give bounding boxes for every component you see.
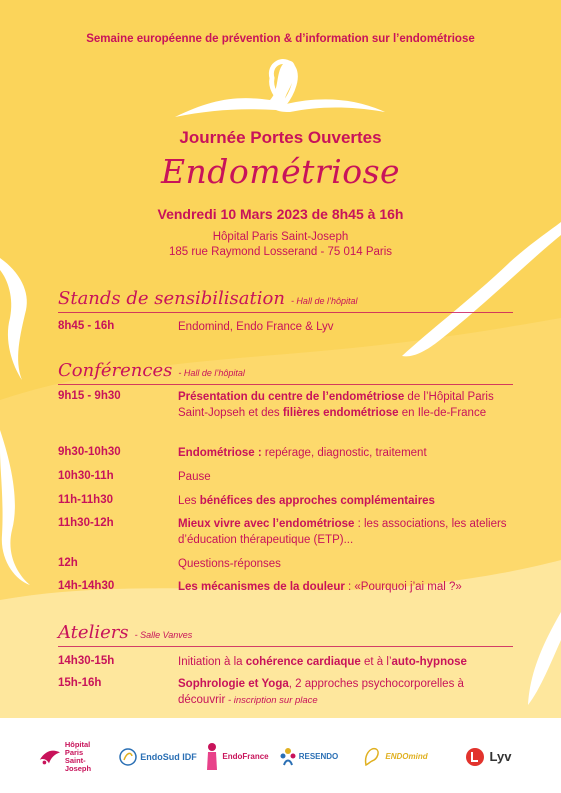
row-time: 11h-11h30 [58, 494, 113, 506]
stands-section-header [58, 288, 518, 309]
logo-resendo [276, 740, 342, 774]
row-text: Pause [178, 471, 211, 483]
row-time: 9h15 - 9h30 [58, 390, 121, 402]
row-text: Initiation à la cohérence cardiaque et à l’auto-hypnose [178, 656, 467, 668]
logo-lyv [458, 740, 518, 774]
logo-label: EndoFrance [222, 752, 269, 761]
address-line-2: 185 rue Raymond Losserand - 75 014 Paris [168, 246, 393, 258]
conferences-section-header [58, 360, 518, 381]
logo-label: ENDOmind [385, 752, 428, 761]
lyv-circle-icon [465, 747, 485, 767]
row-time: 11h30-12h [58, 517, 114, 529]
ateliers-divider [58, 646, 513, 647]
row-time: 8h45 - 16h [58, 320, 115, 332]
stands-title: Stands de sensibilisation [58, 288, 285, 309]
row-text: Endométriose : repérage, diagnostic, traitement [178, 447, 427, 459]
logo-label: Lyv [489, 749, 512, 764]
conferences-divider [58, 384, 513, 385]
row-text: Mieux vivre avec l’endométriose : les associations, les ateliers d’éducation thérapeutique (ETP)... [178, 518, 507, 546]
row-time: 14h-14h30 [58, 580, 115, 592]
row-time: 12h [58, 557, 78, 569]
logo-label: Saint-Joseph [64, 756, 92, 773]
logo-endosud [118, 740, 198, 774]
logo-endofrance [204, 740, 270, 774]
endosud-icon [119, 746, 137, 768]
row-text: Sophrologie et Yoga, 2 approches psychocorporelles à découvrir - inscription sur place [178, 678, 464, 706]
ateliers-title: Ateliers [58, 622, 129, 643]
logo-endomind [360, 740, 430, 774]
row-time: 15h-16h [58, 677, 102, 689]
logo-label: RESENDO [298, 752, 339, 761]
row-text: Présentation du centre de l’endométriose de l’Hôpital Paris Saint-Jopseh et des filières endométriose en Ile-de-France [178, 391, 494, 419]
conferences-location: - Hall de l’hôpital [178, 368, 245, 378]
week-heading: Semaine européenne de prévention & d’information sur l’endométriose [86, 33, 475, 45]
partner-logos-footer [0, 718, 561, 793]
endomind-icon [362, 745, 382, 769]
row-text: Endomind, Endo France & Lyv [178, 321, 334, 333]
conferences-title: Conférences [58, 360, 173, 381]
logo-hopital-saint-joseph [38, 740, 108, 774]
stands-location: - Hall de l’hôpital [290, 296, 358, 306]
row-text: Questions-réponses [178, 558, 281, 570]
hospital-bird-icon [38, 746, 62, 768]
ateliers-section-header [58, 622, 518, 643]
event-title: Journée Portes Ouvertes [179, 128, 382, 147]
row-time: 10h30-11h [58, 470, 114, 482]
row-text: Les mécanismes de la douleur : «Pourquoi j’ai mal ?» [178, 581, 462, 593]
logo-label: Hôpital Paris [64, 740, 91, 757]
stands-divider [58, 312, 513, 313]
ateliers-location: - Salle Vanves [134, 630, 193, 640]
address-line-1: Hôpital Paris Saint-Joseph [212, 231, 349, 243]
endofrance-figure-icon [205, 742, 219, 772]
event-date: Vendredi 10 Mars 2023 de 8h45 à 16h [157, 206, 404, 222]
row-text: Les bénéfices des approches complémentaires [178, 495, 435, 507]
row-time: 14h30-15h [58, 655, 115, 667]
row-time: 9h30-10h30 [58, 446, 121, 458]
event-subtitle: Endométriose [160, 152, 401, 191]
logo-label: EndoSud IDF [140, 752, 197, 762]
resendo-people-icon [280, 747, 296, 767]
